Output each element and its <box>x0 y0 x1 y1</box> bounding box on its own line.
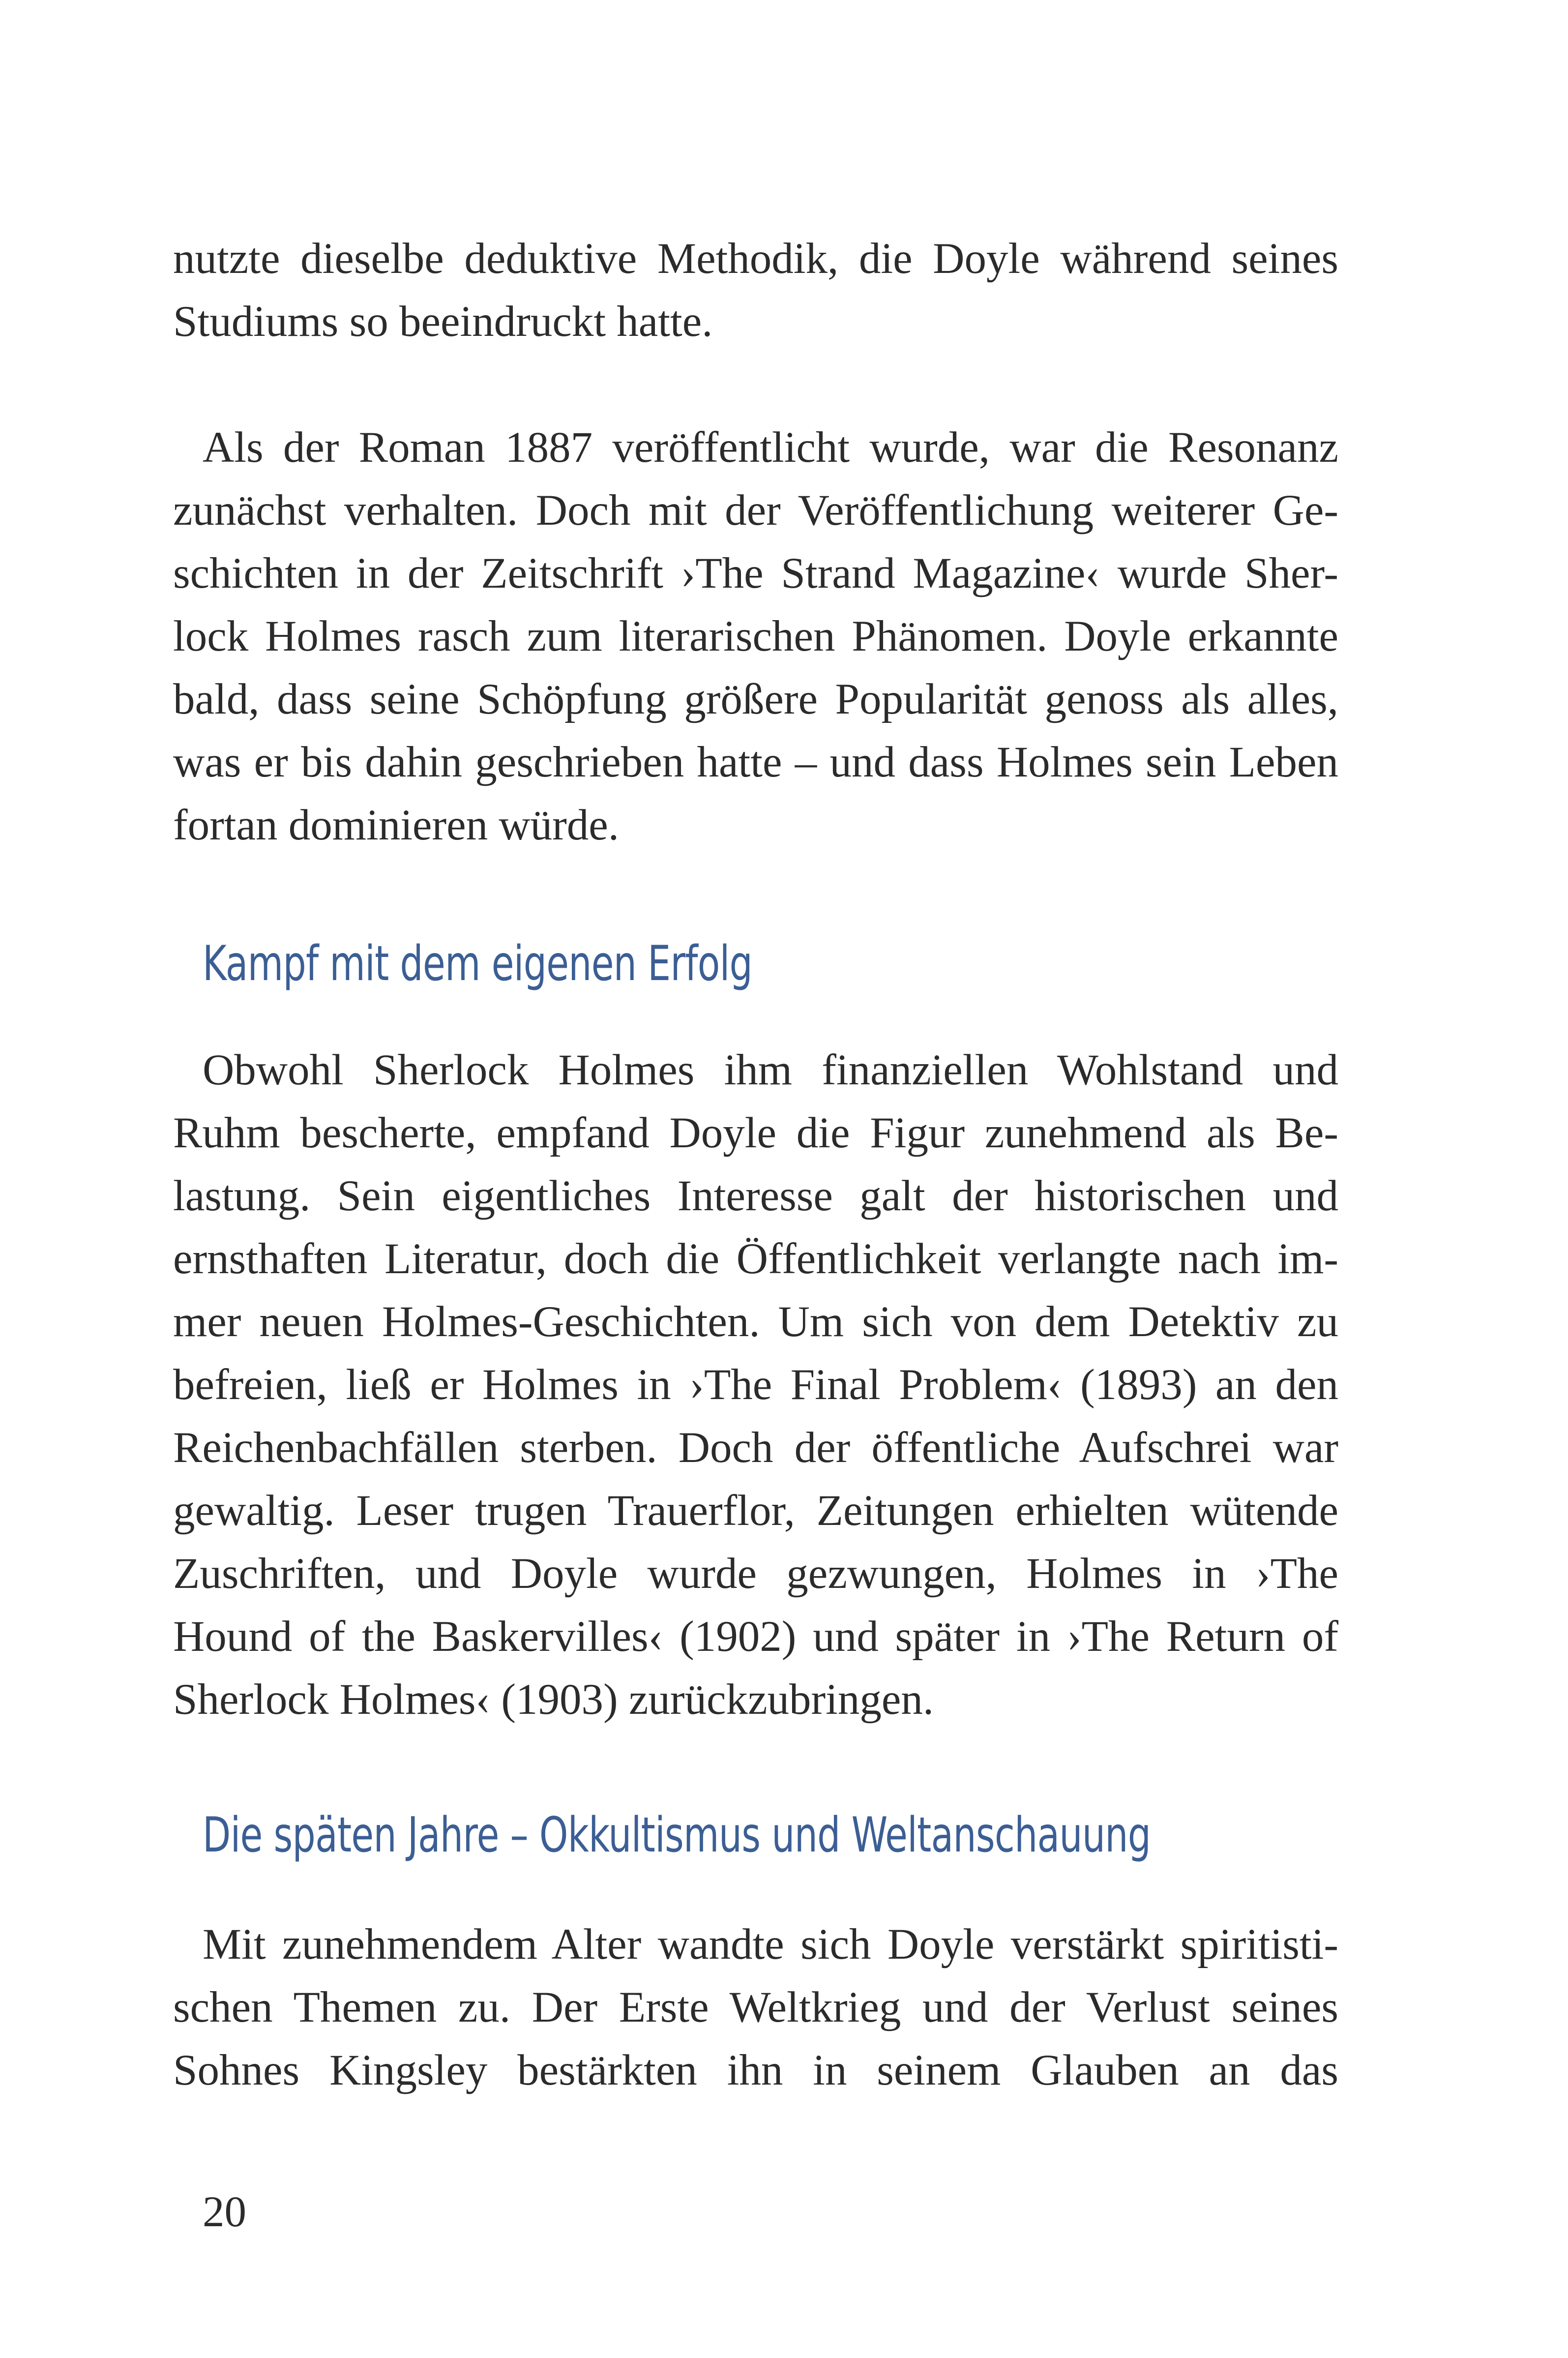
text-line: schen Themen zu. Der Erste Weltkrieg und der Verlust seines <box>173 1983 1338 2031</box>
text-line: gewaltig. Leser trugen Trauerflor, Zeitungen erhielten wütende <box>173 1487 1338 1535</box>
text-line: nutzte dieselbe deduktive Methodik, die Doyle während seines <box>173 235 1338 283</box>
paragraph-continuation <box>173 227 1338 353</box>
section-heading: Kampf mit dem eigenen Erfolg <box>203 936 753 992</box>
paragraph-late-years <box>173 1913 1338 2102</box>
text-line: Als der Roman 1887 veröffentlicht wurde, war die Resonanz <box>203 423 1338 472</box>
section-heading: Die späten Jahre – Okkultismus und Weltanschauung <box>203 1807 1151 1863</box>
paragraph-struggle <box>173 1039 1338 1731</box>
text-line: mer neuen Holmes-Geschichten. Um sich von dem Detektiv zu <box>173 1298 1338 1346</box>
text-line: lastung. Sein eigentliches Interesse galt der historischen und <box>173 1172 1338 1220</box>
text-line: lock Holmes rasch zum literarischen Phänomen. Doyle erkannte <box>173 612 1338 660</box>
paragraph-publication <box>173 416 1338 857</box>
text-line: fortan dominieren würde. <box>173 801 619 849</box>
text-line: zunächst verhalten. Doch mit der Veröffentlichung weiterer Ge- <box>173 486 1338 535</box>
text-line: bald, dass seine Schöpfung größere Popularität genoss als alles, <box>173 675 1338 723</box>
text-line: Studiums so beeindruckt hatte. <box>173 298 713 346</box>
text-line: Sohnes Kingsley bestärkten ihn in seinem Glauben an das <box>173 2046 1338 2094</box>
text-line: was er bis dahin geschrieben hatte – und dass Holmes sein Leben <box>173 738 1338 786</box>
text-line: Zuschriften, und Doyle wurde gezwungen, Holmes in ›The <box>173 1550 1338 1598</box>
text-line: Obwohl Sherlock Holmes ihm finanziellen Wohlstand und <box>203 1046 1338 1094</box>
text-line: Mit zunehmendem Alter wandte sich Doyle verstärkt spiritisti- <box>203 1920 1338 1969</box>
text-line: Hound of the Baskervilles‹ (1902) und später in ›The Return of <box>173 1612 1338 1661</box>
text-line: Reichenbachfällen sterben. Doch der öffentliche Aufschrei war <box>173 1424 1338 1472</box>
text-line: schichten in der Zeitschrift ›The Strand Magazine‹ wurde Sher- <box>173 549 1338 597</box>
text-line: befreien, ließ er Holmes in ›The Final Problem‹ (1893) an den <box>173 1361 1338 1409</box>
text-line: Sherlock Holmes‹ (1903) zurückzubringen. <box>173 1675 934 1724</box>
page-number: 20 <box>203 2188 246 2236</box>
text-line: ernsthaften Literatur, doch die Öffentlichkeit verlangte nach im- <box>173 1235 1338 1283</box>
text-line: Ruhm bescherte, empfand Doyle die Figur zunehmend als Be- <box>173 1109 1338 1157</box>
